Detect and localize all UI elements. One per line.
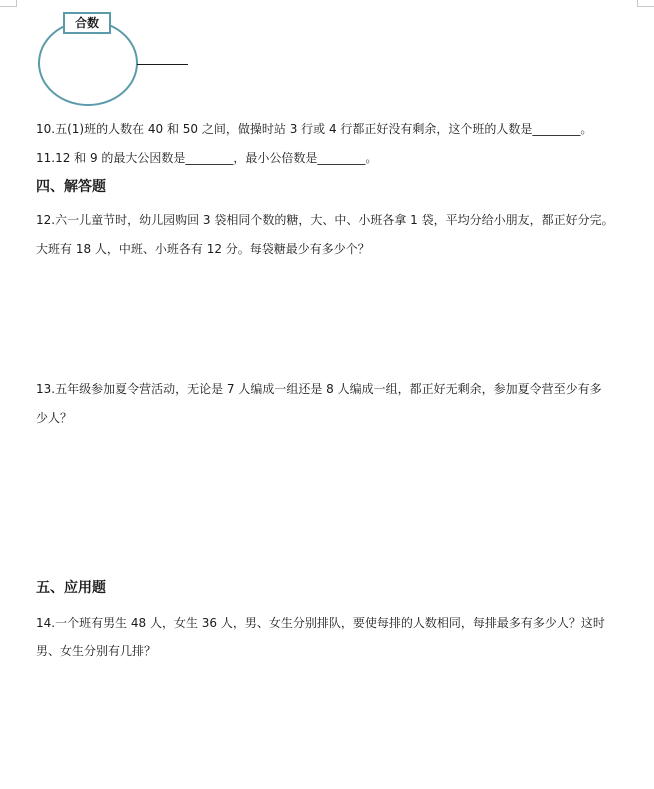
question-12-line-2: 大班有 18 人，中班、小班各有 12 分。每袋糖最少有多少个？ (36, 242, 370, 256)
question-13-line-1: 13.五年级参加夏令营活动，无论是 7 人编成一组还是 8 人编成一组，都正好无剩余，参加夏令营至少有多 (36, 382, 602, 396)
question-12-line-1: 12.六一儿童节时，幼儿园购回 3 袋相同个数的糖，大、中、小班各拿 1 袋，平均分给小朋友，都正好分完。 (36, 213, 614, 227)
question-14-line-1: 14.一个班有男生 48 人，女生 36 人，男、女生分别排队，要使每排的人数相同，每排最多有多少人？这时 (36, 616, 605, 630)
page-corner-mark-right (637, 0, 654, 7)
answer-blank-line (137, 64, 188, 65)
question-13-line-2: 少人？ (36, 411, 73, 425)
question-10: 10.五(1)班的人数在 40 和 50 之间，做操时站 3 行或 4 行都正好没有剩余，这个班的人数是________。 (36, 122, 593, 136)
set-label: 合数 (63, 12, 111, 34)
question-11: 11.12 和 9 的最大公因数是________，最小公倍数是________。 (36, 151, 378, 165)
composite-number-diagram (30, 0, 230, 115)
section-heading-five: 五、应用题 (36, 580, 106, 596)
page-corner-mark-left (0, 0, 17, 7)
question-14-line-2: 男、女生分别有几排？ (36, 644, 157, 658)
section-heading-four: 四、解答题 (36, 179, 106, 195)
